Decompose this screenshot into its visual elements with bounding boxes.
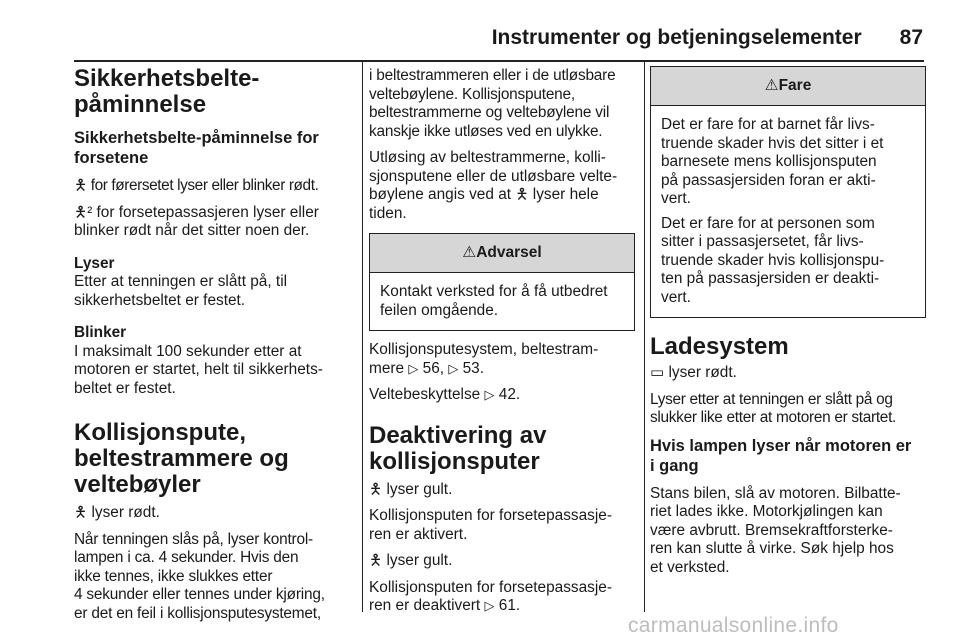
airbag-icon: 🯅 (74, 504, 88, 521)
warning-title: Advarsel (476, 244, 542, 261)
danger-box-header (651, 67, 925, 106)
header-rule (74, 60, 924, 62)
paragraph-stop-vehicle: Stans bilen, slå av motoren. Bilbatte- riet lades ikke. Motorkjølingen kan være avbrutt. Bremsekraftforsterke- ren kan slutte å virke. Søk hjelp hos et verksted. (650, 484, 901, 576)
column-3 (650, 66, 926, 585)
watermark: carmanualsonline.info (628, 614, 839, 637)
paragraph-lyser: Etter at tenningen er slått på, til sikkerhetsbeltet er festet. (74, 273, 288, 309)
danger-text-passenger: Det er fare for at personen som sitter i passasjersetet, får livs- truende skader hvis kollisjonspu- ten på passasjersiden er deakti- vert. (661, 214, 885, 306)
warning-box-header (370, 234, 634, 273)
subheading-front-seats: Sikkerhetsbelte-påminnelse for forsetene (74, 129, 319, 167)
paragraph-airbag-off: 🯅 lyser gult. (369, 552, 453, 569)
page-title: Instrumenter og betjeningselementer (491, 26, 862, 49)
danger-title: Fare (778, 77, 812, 94)
column-1 (74, 66, 357, 631)
section-heading-seatbelt: Sikkerhetsbelte- påminnelse (74, 65, 260, 118)
page-reference-arrow-icon: ▷ (448, 360, 459, 376)
airbag-on-icon: 🯅 (369, 480, 383, 498)
page-header (492, 26, 923, 54)
danger-icon: ⚠ (764, 77, 779, 94)
label-lyser: Lyser (74, 254, 115, 272)
danger-text-child: Det er fare for at barnet får livs- truende skader hvis det sitter i et barnesete mens kollisjonsputen på passasjersiden foran er akti- vert. (661, 116, 884, 207)
warning-icon: ⚠ (462, 244, 477, 261)
column-divider-1 (362, 62, 363, 612)
page-reference-link[interactable]: 42. (498, 386, 521, 403)
section-heading-airbag-deactivation: Deaktivering av kollisjonsputer (369, 421, 547, 475)
paragraph-charging-start: Lyser etter at tenningen er slått på og slukker like etter at motoren er startet. (650, 390, 897, 426)
page-reference-link[interactable]: 53. (462, 359, 485, 377)
seatbelt-icon: 🯅 (74, 177, 87, 194)
warning-text: Kontakt verksted for å få utbedret feilen omgående. (380, 283, 608, 319)
page-reference-arrow-icon: ▷ (408, 360, 419, 376)
paragraph-passenger-seat: 🯅² for forsetepassasjeren lyser eller blinker rødt når det sitter noen der. (74, 203, 319, 239)
warning-box-body (370, 273, 634, 330)
paragraph-airbag-activated: Kollisjonsputen for forsetepassasje- ren er aktivert. (369, 507, 612, 543)
warning-box (369, 233, 635, 331)
column-divider-2 (644, 62, 645, 612)
page-reference-arrow-icon: ▷ (484, 598, 495, 613)
label-blinker: Blinker (74, 324, 127, 341)
danger-box-body (651, 106, 925, 317)
column-2 (369, 67, 635, 624)
paragraph-airbag-test: Når tenningen slås på, lyser kontrol- lampen i ca. 4 sekunder. Hvis den ikke tennes, ikke slukkes etter 4 sekunder eller tennes under kjøring, er det en feil i kollisjonsputesystemet, (74, 530, 325, 622)
section-heading-charging-system: Ladesystem (650, 333, 789, 360)
paragraph-charging-red: ▭ lyser rødt. (650, 364, 737, 381)
seatbelt-passenger-icon: 🯅² (74, 203, 93, 221)
page-reference-arrow-icon: ▷ (484, 387, 495, 402)
paragraph-continuation: i beltestrammeren eller i de utløsbare veltebøylene. Kollisjonsputene, beltestrammerne og veltebøylene vil kanskje ikke utløses ved en ulykke. (369, 67, 616, 140)
paragraph-rollover-ref: Veltebeskyttelse ▷ 42. (369, 386, 521, 403)
paragraph-airbag-on: 🯅 lyser gult. (369, 480, 453, 498)
battery-icon: ▭ (650, 364, 665, 381)
section-heading-airbag: Kollisjonspute, beltestrammere og veltebøyler (74, 419, 289, 498)
danger-box (650, 66, 926, 318)
airbag-off-icon: 🯅 (369, 552, 383, 569)
subheading-lamp-engine-running: Hvis lampen lyser når motoren er i gang (650, 436, 912, 475)
paragraph-airbag-red: 🯅 lyser rødt. (74, 504, 160, 521)
paragraph-driver-seat: 🯅 for førersetet lyser eller blinker rødt. (74, 177, 319, 194)
page-number: 87 (899, 26, 923, 49)
paragraph-deployment: Utløsing av beltestrammerne, kolli- sjonsputene eller de utløsbare velte- bøylene angis ved at 🯅 lyser hele tiden. (369, 149, 618, 222)
page-reference-link[interactable]: 61. (498, 597, 521, 614)
paragraph-blinker: I maksimalt 100 sekunder etter at motoren er startet, helt til sikkerhets- beltet er festet. (74, 342, 323, 397)
airbag-icon: 🯅 (515, 186, 529, 203)
page-reference-link[interactable]: 56, (422, 359, 445, 377)
paragraph-airbag-deactivated: Kollisjonsputen for forsetepassasje- ren er deaktivert ▷ 61. (369, 578, 612, 614)
paragraph-airbag-system-ref: Kollisjonsputesystem, beltestram- mere ▷ 56, ▷ 53. (369, 341, 599, 377)
